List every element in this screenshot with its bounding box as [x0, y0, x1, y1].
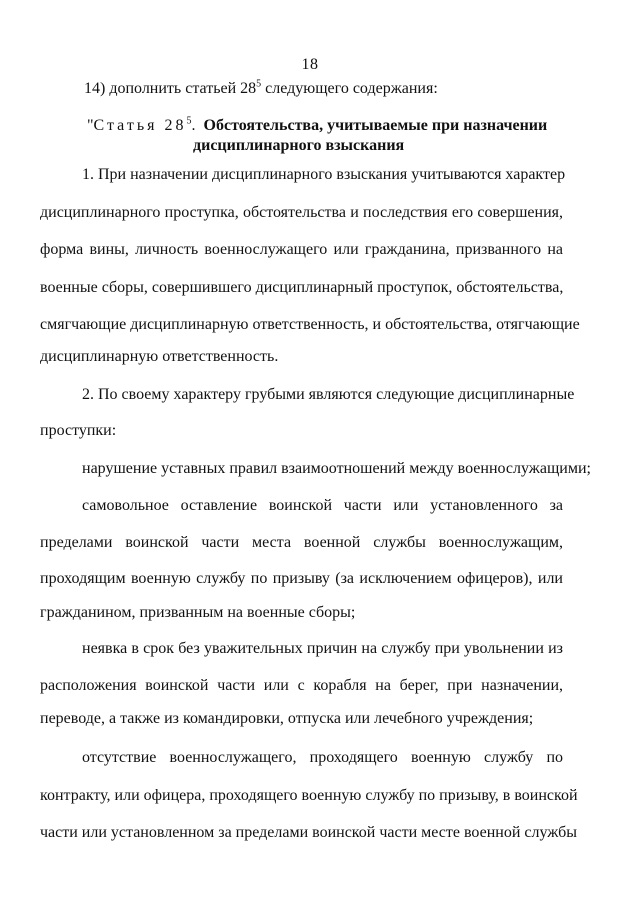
- intro-text-after: следующего содержания:: [261, 80, 438, 97]
- body-line: самовольное оставление воинской части или установленного за: [82, 497, 563, 514]
- body-line: дисциплинарного проступка, обстоятельства и последствия его совершения,: [40, 204, 563, 221]
- body-line: контракту, или офицера, проходящего военную службу по призыву, в воинской: [40, 787, 578, 804]
- body-line: проходящим военную службу по призыву (за исключением офицеров), или: [40, 570, 563, 587]
- intro-text-before: 14) дополнить статьей 28: [84, 80, 257, 97]
- body-line: части или установленном за пределами воинской части месте военной службы: [40, 824, 577, 841]
- page-number: 18: [301, 56, 319, 73]
- body-line: дисциплинарную ответственность.: [40, 348, 279, 365]
- body-line: отсутствие военнослужащего, проходящего военную службу по: [82, 749, 563, 766]
- intro-superscript: 5: [256, 78, 262, 90]
- article-heading: [87, 116, 547, 156]
- body-line: нарушение уставных правил взаимоотношений между военнослужащими;: [82, 460, 591, 477]
- article-title-line-1: Обстоятельства, учитываемые при назначении: [203, 117, 548, 134]
- body-line: переводе, а также из командировки, отпуска или лечебного учреждения;: [40, 710, 534, 727]
- amendment-intro: [84, 80, 438, 98]
- article-label-after: .: [191, 117, 196, 134]
- body-line: 1. При назначении дисциплинарного взыскания учитываются характер: [82, 166, 566, 183]
- article-title-line-2: дисциплинарного взыскания: [193, 137, 405, 154]
- body-line: военные сборы, совершившего дисциплинарный проступок, обстоятельства,: [40, 279, 564, 296]
- article-superscript: 5: [186, 115, 192, 127]
- body-line: форма вины, личность военнослужащего или гражданина, призванного на: [40, 241, 563, 258]
- article-open-quote: ": [87, 117, 94, 134]
- body-line: проступки:: [40, 422, 117, 439]
- body-line: неявка в срок без уважительных причин на службу при увольнении из: [82, 640, 563, 657]
- body-line: пределами воинской части места военной службы военнослужащим,: [40, 534, 563, 551]
- body-line: гражданином, призванным на военные сборы;: [40, 604, 356, 621]
- article-label: Статья 28: [93, 117, 187, 134]
- body-line: смягчающие дисциплинарную ответственность, и обстоятельства, отягчающие: [40, 316, 580, 333]
- body-line: расположения воинской части или с корабля на берег, при назначении,: [40, 677, 563, 694]
- body-line: 2. По своему характеру грубыми являются следующие дисциплинарные: [82, 386, 575, 403]
